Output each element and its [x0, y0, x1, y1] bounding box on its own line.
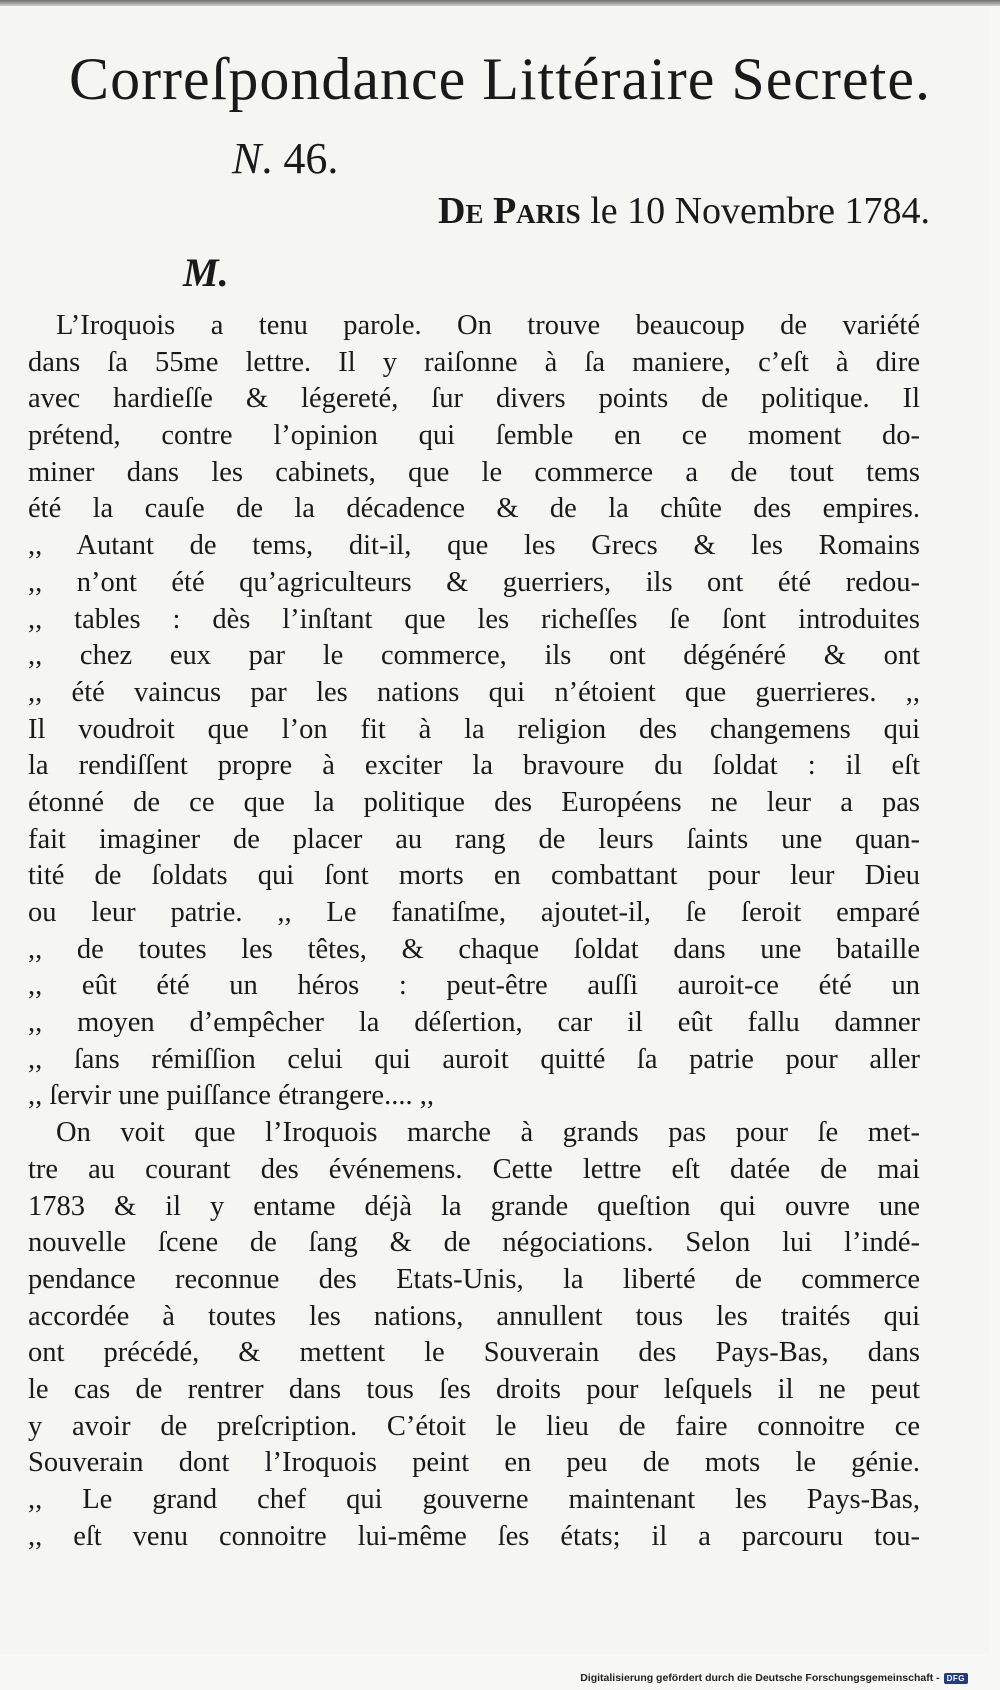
text-line: ,, tables : dès l’inſtant que les richeſſes ſe ſont introduites — [28, 603, 920, 635]
article-body — [28, 308, 920, 1555]
text-line: fait imaginer de placer au rang de leurs ſaints une quan- — [28, 823, 920, 855]
text-line: ont précédé, & mettent le Souverain des Pays-Bas, dans — [28, 1337, 920, 1369]
text-line: ,, Autant de tems, dit-il, que les Grecs & les Romains — [28, 530, 920, 562]
text-line: ,, de toutes les têtes, & chaque ſoldat dans une bataille — [28, 933, 920, 965]
text-line: accordée à toutes les nations, annullent tous les traités qui — [28, 1300, 920, 1332]
text-line: ,, chez eux par le commerce, ils ont dégénéré & ont — [28, 640, 920, 672]
text-line: y avoir de preſcription. C’étoit le lieu de faire connoitre ce — [28, 1410, 920, 1442]
text-line: tre au courant des événemens. Cette lettre eſt datée de mai — [28, 1153, 920, 1185]
text-line: Souverain dont l’Iroquois peint en peu de mots le génie. — [28, 1447, 920, 1479]
text-line: la rendiſſent propre à exciter la bravoure du ſoldat : il eſt — [28, 750, 920, 782]
text-line: nouvelle ſcene de ſang & de négociations. Selon lui l’indé- — [28, 1227, 920, 1259]
text-line: ,, ſans rémiſſion celui qui auroit quitté ſa patrie pour aller — [28, 1043, 920, 1075]
text-line: ,, eût été un héros : peut-être auſſi auroit-ce été un — [28, 970, 920, 1002]
dateline-paris: Paris — [492, 190, 581, 232]
dateline — [340, 188, 930, 234]
page-title: Correſpondance Littéraire Secrete. — [69, 46, 931, 112]
dateline-de: De — [438, 190, 484, 232]
text-line: ,, n’ont été qu’agriculteurs & guerriers, ils ont été redou- — [28, 566, 920, 598]
text-line: le cas de rentrer dans tous ſes droits pour leſquels il ne peut — [28, 1373, 920, 1405]
text-line: ,, moyen d’empêcher la déſertion, car il eût fallu damner — [28, 1007, 920, 1039]
text-line: tité de ſoldats qui ſont morts en combattant pour leur Dieu — [28, 860, 920, 892]
text-line: étonné de ce que la politique des Européens ne leur a pas — [28, 786, 920, 818]
text-line: dans ſa 55me lettre. Il y raiſonne à ſa maniere, c’eſt à dire — [28, 346, 920, 378]
dateline-date: le 10 Novembre 1784. — [580, 190, 930, 232]
text-line: ,, Le grand chef qui gouverne maintenant les Pays-Bas, — [28, 1484, 920, 1515]
text-line: prétend, contre l’opinion qui ſemble en ce moment do- — [28, 420, 920, 452]
text-line: ou leur patrie. ,, Le fanatiſme, ajoutet-il, ſe ſeroit emparé — [28, 897, 920, 928]
paper-sheet — [0, 6, 990, 1654]
digitization-credit-text: Digitalisierung gefördert durch die Deutsche Forschungsgemeinschaft - — [580, 1672, 940, 1684]
text-line: ,, ſervir une puiſſance étrangere.... ,, — [28, 1080, 434, 1112]
text-line: L’Iroquois a tenu parole. On trouve beaucoup de variété — [56, 310, 920, 341]
text-line: ,, été vaincus par les nations qui n’étoient que guerrieres. ,, — [28, 676, 920, 708]
text-line: été la cauſe de la décadence & de la chûte des empires. — [28, 493, 920, 525]
text-line: miner dans les cabinets, que le commerce a de tout tems — [28, 456, 920, 488]
text-line: Il voudroit que l’on fit à la religion des changemens qui — [28, 713, 920, 745]
issue-number-value: . 46. — [261, 134, 339, 183]
text-line: On voit que l’Iroquois marche à grands pas pour ſe met- — [56, 1117, 920, 1149]
salutation: M. — [183, 250, 229, 295]
issue-number — [232, 134, 338, 184]
dfg-logo-icon: DFG — [944, 1673, 968, 1684]
issue-number-prefix: N — [232, 134, 262, 183]
text-line: avec hardieſſe & légereté, ſur divers points de politique. Il — [28, 383, 920, 415]
digitization-credit — [580, 1672, 968, 1684]
text-line: ,, eſt venu connoitre lui-même ſes états; il a parcouru tou- — [28, 1520, 920, 1552]
text-line: pendance reconnue des Etats-Unis, la liberté de commerce — [28, 1263, 920, 1295]
text-line: 1783 & il y entame déjà la grande queſtion qui ouvre une — [28, 1190, 920, 1222]
